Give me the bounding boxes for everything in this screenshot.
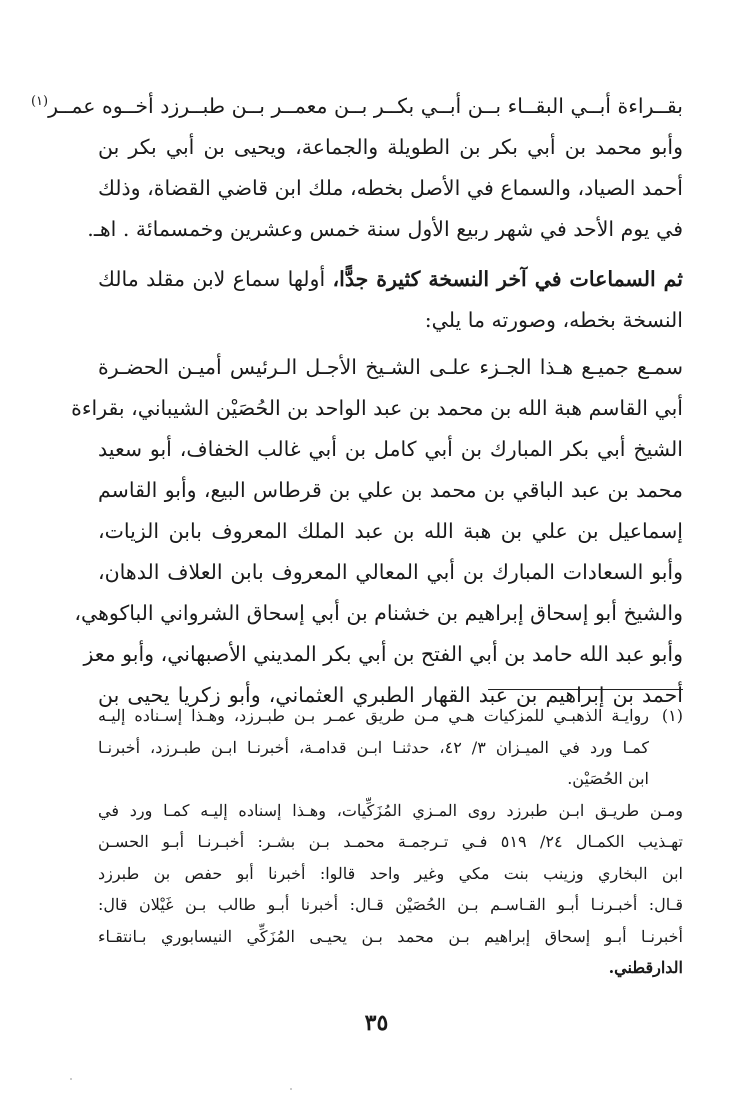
footnote-line: كمـا ورد في الميـزان ٣/ ٤٢، حدثنـا ابـن قدامـة، أخبرنـا ابـن طبـرزد، أخبرنـا [98,737,649,757]
text-line: وأبو محمد بن أبي بكر بن الطويلة والجماعة، ويحيى بن أبي بكر بن [98,135,683,159]
text-line: أحمد الصياد، والسماع في الأصل بخطه، ملك ابن قاضي القضاة، وذلك [98,176,683,200]
scan-speck [70,1078,72,1080]
main-text [30,86,683,716]
text-line: أحمد بن إبراهيم بن عبد القهار الطبري العثماني، وأبو زكريا يحيى بن [98,683,683,707]
paragraph-1 [30,86,683,250]
footnote-body [98,700,649,795]
footnote-reference[interactable]: (١) [30,94,49,110]
text-line: محمد بن عبد الباقي بن محمد بن علي بن قرطاس البيع، وأبو القاسم [98,478,683,502]
footnote-line: تهـذيب الكمـال ٢٤/ ٥١٩ فـي تـرجمـة محمـد بـن بشـر: أخبـرنـا أبـو الحسـن [98,832,683,851]
footnote-line: ومـن طريـق ابـن طبرزد روى المـزي المُزَكِّيات، وهـذا إسناده إليـه كمـا ورد في [98,800,683,820]
footnotes [98,700,683,984]
footnote-line: الدارقطني. [608,958,683,977]
text-line: الشيخ أبي بكر المبارك بن أبي كامل بن أبي غالب الخفاف، أبو سعيد [98,437,683,461]
scan-speck [290,1088,292,1090]
paragraph-2 [98,259,683,341]
footnote-1-continuation [98,795,683,984]
footnote-line: روايـة الذهبـي للمزكيات هـي مـن طريق عمـر بـن طبـرزد، وهـذا إسـناده إليـه [98,706,649,725]
text-line: والشيخ أبو إسحاق إبراهيم بن خشنام بن أبي إسحاق الشرواني الباكوهي، [74,601,683,625]
text-line: ثم السماعات في آخر النسخة كثيرة جدًّا، أولها سماع لابن مقلد مالك [98,267,683,291]
footnote-line: قـال: أخبـرنـا أبـو القـاسـم بـن الحُصَيْن قـال: أخبرنا أبـو طالب بـن غَيْلان قال: [98,895,683,914]
text-line: وأبو السعادات المبارك بن أبي المعالي المعروف بابن العلاف الدهان، [98,560,683,584]
text-line: سمـع جميـع هـذا الجـزء علـى الشـيخ الأجـل الـرئيس أميـن الحضـرة [98,355,683,379]
page-number: ٣٥ [364,1010,389,1036]
text-line: بقــراءة أبــي البقــاء بــن أبــي بكــر بــن معمــر بــن طبــرزد أخــوه عمــر$^{(١)}$ [30,94,683,118]
paragraph-3 [71,347,683,716]
text-line: النسخة بخطه، وصورته ما يلي: [424,308,683,332]
footnote-line: أخبرنـا أبـو إسحاق إبراهيم بـن محمد بـن يحيـى المُزَكِّي النيسابوري بـانتقـاء [98,926,683,946]
footnote-number: (١) [661,706,683,725]
footnote-1 [98,700,683,795]
footnote-line: ابن الحُصَيْن. [567,769,649,788]
text-line: في يوم الأحد في شهر ربيع الأول سنة خمس وعشرين وخمسمائة . اهـ. [87,217,683,241]
footnote-line: ابن البخاري وزينب بنت مكي وغير واحد قالوا: أخبرنا أبو حفص بن طبرزد [98,863,683,883]
footnote-separator [488,689,683,690]
text-line: وأبو عبد الله حامد بن أبي الفتح بن أبي بكر المديني الأصبهاني، وأبو معز [83,642,683,666]
bold-lead: ثم السماعات في آخر النسخة كثيرة جدًّا، [332,267,683,291]
text-line: أبي القاسم هبة الله بن محمد بن عبد الواحد بن الحُصَيْن الشيباني، بقراءة [71,396,683,420]
text-line: إسماعيل بن علي بن هبة الله بن عبد الملك المعروف بابن الزيات، [98,519,683,543]
